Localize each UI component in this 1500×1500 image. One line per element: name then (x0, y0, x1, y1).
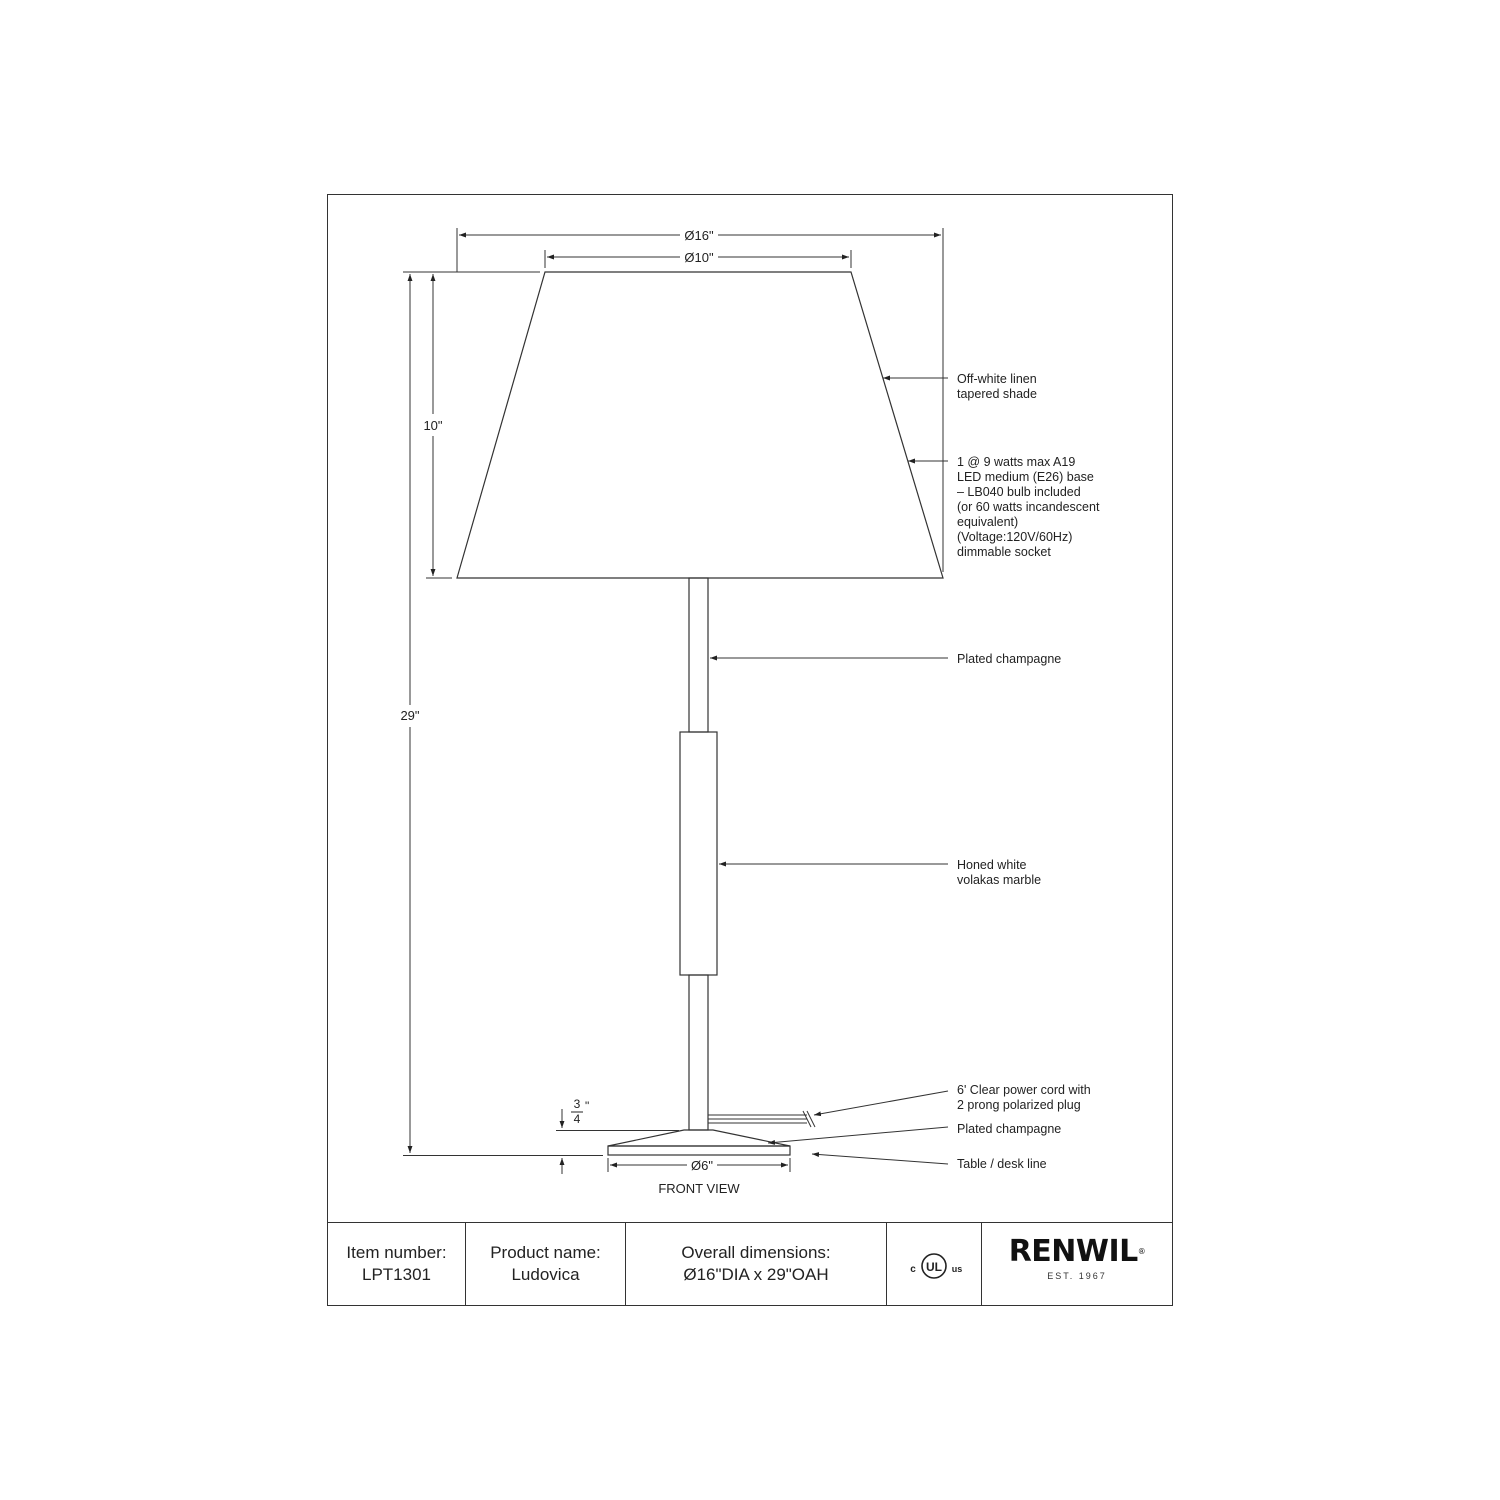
lamp-marble-section (680, 732, 717, 975)
svg-text:UL: UL (926, 1260, 942, 1274)
dim-label-shade-bottom: Ø16" (684, 228, 714, 243)
overall-dimensions-value: Ø16"DIA x 29"OAH (683, 1265, 829, 1284)
lamp-stem-upper (689, 578, 708, 732)
overall-dimensions-label: Overall dimensions: (681, 1243, 831, 1262)
power-cord (708, 1111, 815, 1127)
callout-cord: 6' Clear power cord with 2 prong polarized plug (957, 1083, 1091, 1112)
callout-base: Plated champagne (957, 1122, 1062, 1136)
callout-stem: Plated champagne (957, 652, 1062, 666)
dim-label-base-height-num: 3 (573, 1097, 581, 1111)
product-name-cell (466, 1222, 625, 1306)
svg-text:us: us (951, 1264, 963, 1274)
callout-shade: Off-white linen tapered shade (957, 372, 1037, 401)
lamp-shade (457, 272, 943, 578)
lamp-base-foot (608, 1146, 790, 1155)
callout-marble: Honed white volakas marble (957, 858, 1042, 887)
lamp-front-view (457, 272, 943, 1155)
overall-dimensions-cell (626, 1222, 886, 1306)
dimension-lines (403, 228, 943, 1174)
dim-label-base-height-unit: " (585, 1099, 590, 1113)
item-number-value: LPT1301 (362, 1265, 431, 1284)
lamp-stem-lower (689, 975, 708, 1130)
svg-text:c: c (910, 1264, 916, 1275)
dim-label-shade-height: 10" (423, 418, 443, 433)
product-name-label: Product name: (490, 1243, 601, 1262)
item-number-label: Item number: (346, 1243, 447, 1262)
brand-registered-mark: ® (1137, 1247, 1146, 1256)
callout-table: Table / desk line (957, 1157, 1047, 1171)
brand-wordmark: RENWIL (1008, 1234, 1138, 1269)
brand-established: EST. 1967 (1047, 1271, 1107, 1281)
dim-label-base-height-den: 4 (573, 1112, 581, 1126)
sheet-border (328, 195, 1173, 1306)
lamp-base (608, 1130, 790, 1146)
dim-label-shade-top: Ø10" (684, 250, 714, 265)
dim-label-overall-height: 29" (400, 708, 420, 723)
view-label: FRONT VIEW (658, 1181, 740, 1196)
item-number-cell (328, 1222, 465, 1306)
leader-lines (710, 378, 948, 1164)
callout-bulb: 1 @ 9 watts max A19 LED medium (E26) base – LB040 bulb included (or 60 watts incandescent equivalent) (Voltage:120V/60Hz) dimmable socket (957, 455, 1100, 559)
product-name-value: Ludovica (511, 1265, 580, 1284)
brand-logo (982, 1222, 1172, 1306)
dim-label-base-dia: Ø6" (691, 1158, 713, 1173)
ul-certification-icon (910, 1254, 962, 1278)
